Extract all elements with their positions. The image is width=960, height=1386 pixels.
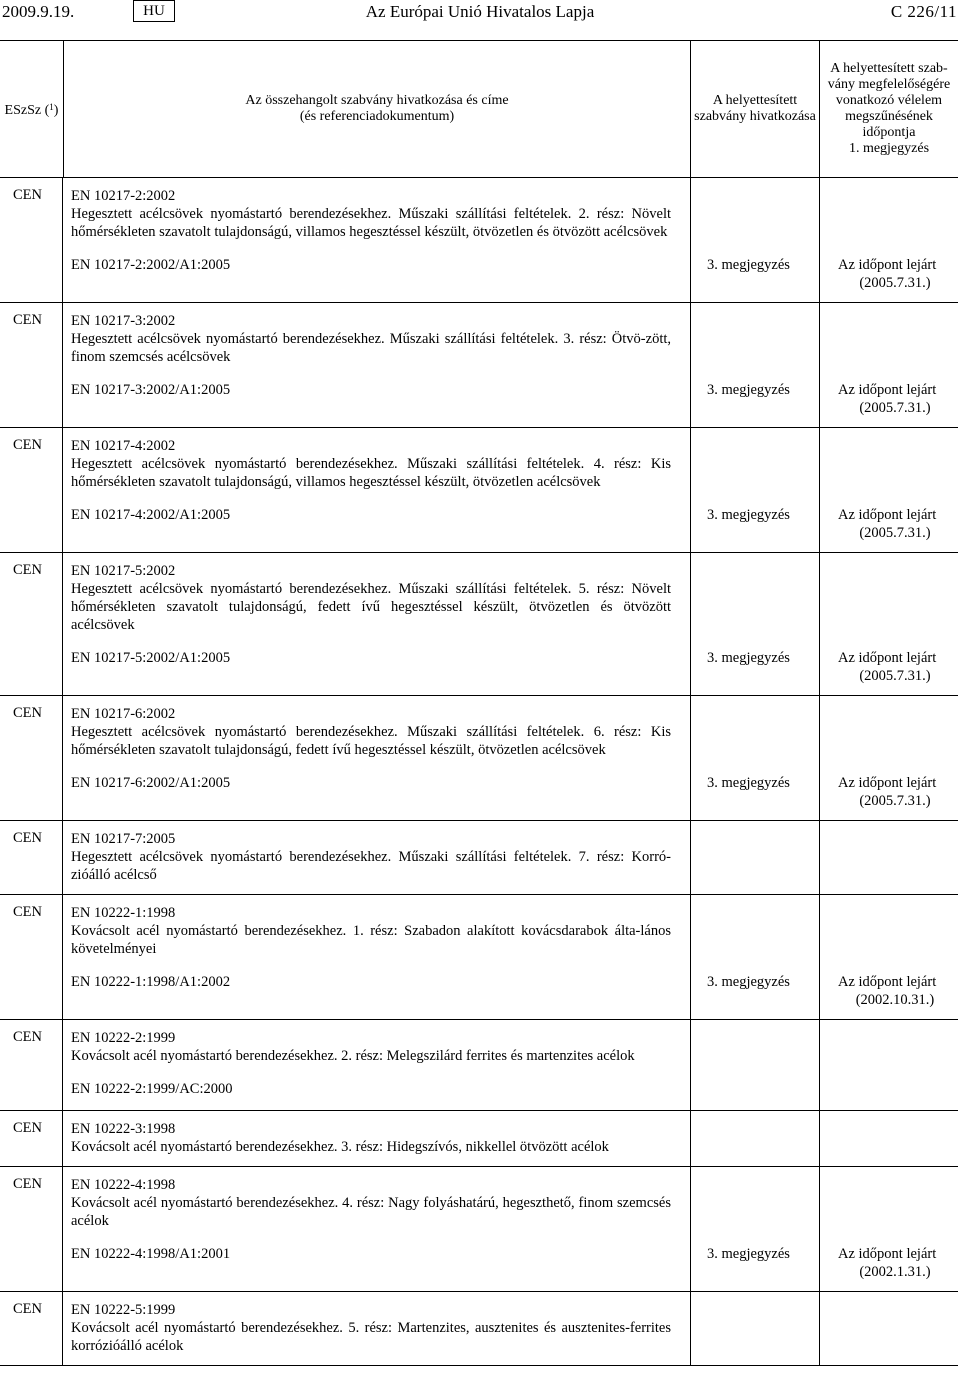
cessation-date: Az időpont lejárt (2005.7.31.)	[838, 507, 937, 541]
page-number: C 226/11	[890, 2, 957, 21]
publication-date: 2009.9.19.	[2, 2, 75, 21]
standard-code: EN 10217-7:2005	[71, 831, 176, 847]
column-header-reference: Az összehangolt szabvány hivatkozása és címe (és referenciadokumentum)	[64, 41, 691, 177]
amendment-code: EN 10217-2:2002/A1:2005	[71, 257, 231, 273]
cessation-date: Az időpont lejárt (2002.10.31.)	[838, 974, 937, 1008]
standard-title: Kovácsolt acél nyomástartó berendezésekhez. 4. rész: Nagy folyáshatárú, hegeszthető, finom szemcsés acélok	[71, 1195, 671, 1229]
table-row	[0, 821, 958, 895]
standard-title: Kovácsolt acél nyomástartó berendezésekhez. 1. rész: Szabadon alakított kovácsdarabok álta-lános követelményei	[71, 923, 671, 957]
amendment-note: 3. megjegyzés	[707, 1246, 790, 1262]
organization-cell: CEN	[0, 303, 63, 427]
organization-cell: CEN	[0, 1111, 63, 1166]
standard-code: EN 10217-2:2002	[71, 188, 176, 204]
table-row	[0, 895, 958, 1020]
standard-code: EN 10222-4:1998	[71, 1177, 176, 1193]
organization-cell: CEN	[0, 1167, 63, 1291]
column-header-superseded: A helyettesített szabvány hivatkozása	[691, 41, 820, 177]
amendment-code: EN 10217-6:2002/A1:2005	[71, 775, 231, 791]
amendment-code: EN 10222-4:1998/A1:2001	[71, 1246, 231, 1262]
amendment-note: 3. megjegyzés	[707, 775, 790, 791]
table-row	[0, 696, 958, 821]
organization-cell: CEN	[0, 696, 63, 820]
amendment-note: 3. megjegyzés	[707, 974, 790, 990]
standards-table	[0, 40, 958, 1366]
column-header-cessation-date: A helyettesített szab- vány megfelelőségére vonatkozó vélelem megszűnésének időpontja 1. megjegyzés	[827, 61, 951, 156]
standard-code: EN 10222-3:1998	[71, 1121, 176, 1137]
standard-code: EN 10222-1:1998	[71, 905, 176, 921]
amendment-code: EN 10217-5:2002/A1:2005	[71, 650, 231, 666]
amendment-note: 3. megjegyzés	[707, 382, 790, 398]
journal-title: Az Európai Unió Hivatalos Lapja	[365, 2, 595, 21]
amendment-code: EN 10222-1:1998/A1:2002	[71, 974, 231, 990]
standard-title: Hegesztett acélcsövek nyomástartó berendezésekhez. Műszaki szállítási feltételek. 4. rész: Kis hőmérsékleten szavatolt tulajdonságú, villamos hegesztéssel készült, ötvözetlen acélcsövek	[71, 456, 671, 490]
table-body	[0, 178, 958, 1366]
amendment-line	[0, 1245, 958, 1281]
cessation-date: Az időpont lejárt (2002.1.31.)	[838, 1246, 937, 1280]
amendment-code: EN 10222-2:1999/AC:2000	[71, 1081, 233, 1097]
cessation-date: Az időpont lejárt (2005.7.31.)	[838, 257, 937, 291]
standard-title: Kovácsolt acél nyomástartó berendezésekhez. 2. rész: Melegszilárd ferrites és martenzites acélok	[71, 1048, 635, 1064]
amendment-line	[0, 649, 958, 685]
amendment-note: 3. megjegyzés	[707, 257, 790, 273]
table-row	[0, 428, 958, 553]
organization-cell: CEN	[0, 178, 63, 302]
amendment-note: 3. megjegyzés	[707, 507, 790, 523]
table-row	[0, 553, 958, 696]
standard-title: Kovácsolt acél nyomástartó berendezésekhez. 3. rész: Hidegszívós, nikkellel ötvözött acélok	[71, 1139, 609, 1155]
amendment-code: EN 10217-3:2002/A1:2005	[71, 382, 231, 398]
standard-title: Hegesztett acélcsövek nyomástartó berendezésekhez. Műszaki szállítási feltételek. 6. rész: Kis hőmérsékleten szavatolt tulajdonságú, fedett ívű hegesztéssel készült, ötvözetlen acélcsövek	[71, 724, 671, 758]
cessation-date: Az időpont lejárt (2005.7.31.)	[838, 382, 937, 416]
table-row	[0, 303, 958, 428]
page-header	[0, 0, 960, 26]
standard-code: EN 10222-2:1999	[71, 1030, 176, 1046]
column-header-organization: ESzSz ($^1$)	[0, 41, 64, 177]
amendment-line	[0, 506, 958, 542]
organization-cell: CEN	[0, 1292, 63, 1365]
organization-cell: CEN	[0, 1020, 63, 1110]
standard-code: EN 10217-3:2002	[71, 313, 176, 329]
table-row	[0, 1111, 958, 1167]
organization-cell: CEN	[0, 895, 63, 1019]
organization-cell: CEN	[0, 821, 63, 894]
standard-code: EN 10217-4:2002	[71, 438, 176, 454]
amendment-note: 3. megjegyzés	[707, 650, 790, 666]
standard-title: Kovácsolt acél nyomástartó berendezésekhez. 5. rész: Martenzites, ausztenites és ausztenites-ferrites korrózióálló acélok	[71, 1320, 671, 1354]
standard-code: EN 10217-5:2002	[71, 563, 176, 579]
organization-cell: CEN	[0, 428, 63, 552]
table-row	[0, 178, 958, 303]
table-row	[0, 1292, 958, 1366]
table-header	[0, 41, 958, 178]
standard-title: Hegesztett acélcsövek nyomástartó berendezésekhez. Műszaki szállítási feltételek. 7. rész: Korró-zióálló acélcső	[71, 849, 671, 883]
standard-code: EN 10217-6:2002	[71, 706, 176, 722]
amendment-line	[0, 256, 958, 292]
amendment-line	[0, 774, 958, 810]
standard-title: Hegesztett acélcsövek nyomástartó berendezésekhez. Műszaki szállítási feltételek. 2. rész: Növelt hőmérsékleten szavatolt tulajdonságú, villamos hegesztéssel készült, ötvözetlen és ötvözött acélcsövek	[71, 206, 671, 240]
organization-cell: CEN	[0, 553, 63, 695]
table-row	[0, 1167, 958, 1292]
amendment-code: EN 10217-4:2002/A1:2005	[71, 507, 231, 523]
standard-code: EN 10222-5:1999	[71, 1302, 176, 1318]
standard-title: Hegesztett acélcsövek nyomástartó berendezésekhez. Műszaki szállítási feltételek. 3. rész: Ötvö-zött, finom szemcsés acélcsövek	[71, 331, 671, 365]
standard-title: Hegesztett acélcsövek nyomástartó berendezésekhez. Műszaki szállítási feltételek. 5. rész: Növelt hőmérsékleten szavatolt tulajdonságú, fedett ívű hegesztéssel készült, ötvözetlen és ötvözött acélcsövek	[71, 581, 671, 633]
amendment-line	[0, 381, 958, 417]
cessation-date: Az időpont lejárt (2005.7.31.)	[838, 650, 937, 684]
language-badge: HU	[133, 0, 175, 22]
amendment-line	[0, 973, 958, 1009]
cessation-date: Az időpont lejárt (2005.7.31.)	[838, 775, 937, 809]
amendment-line	[0, 1080, 958, 1100]
table-row	[0, 1020, 958, 1111]
